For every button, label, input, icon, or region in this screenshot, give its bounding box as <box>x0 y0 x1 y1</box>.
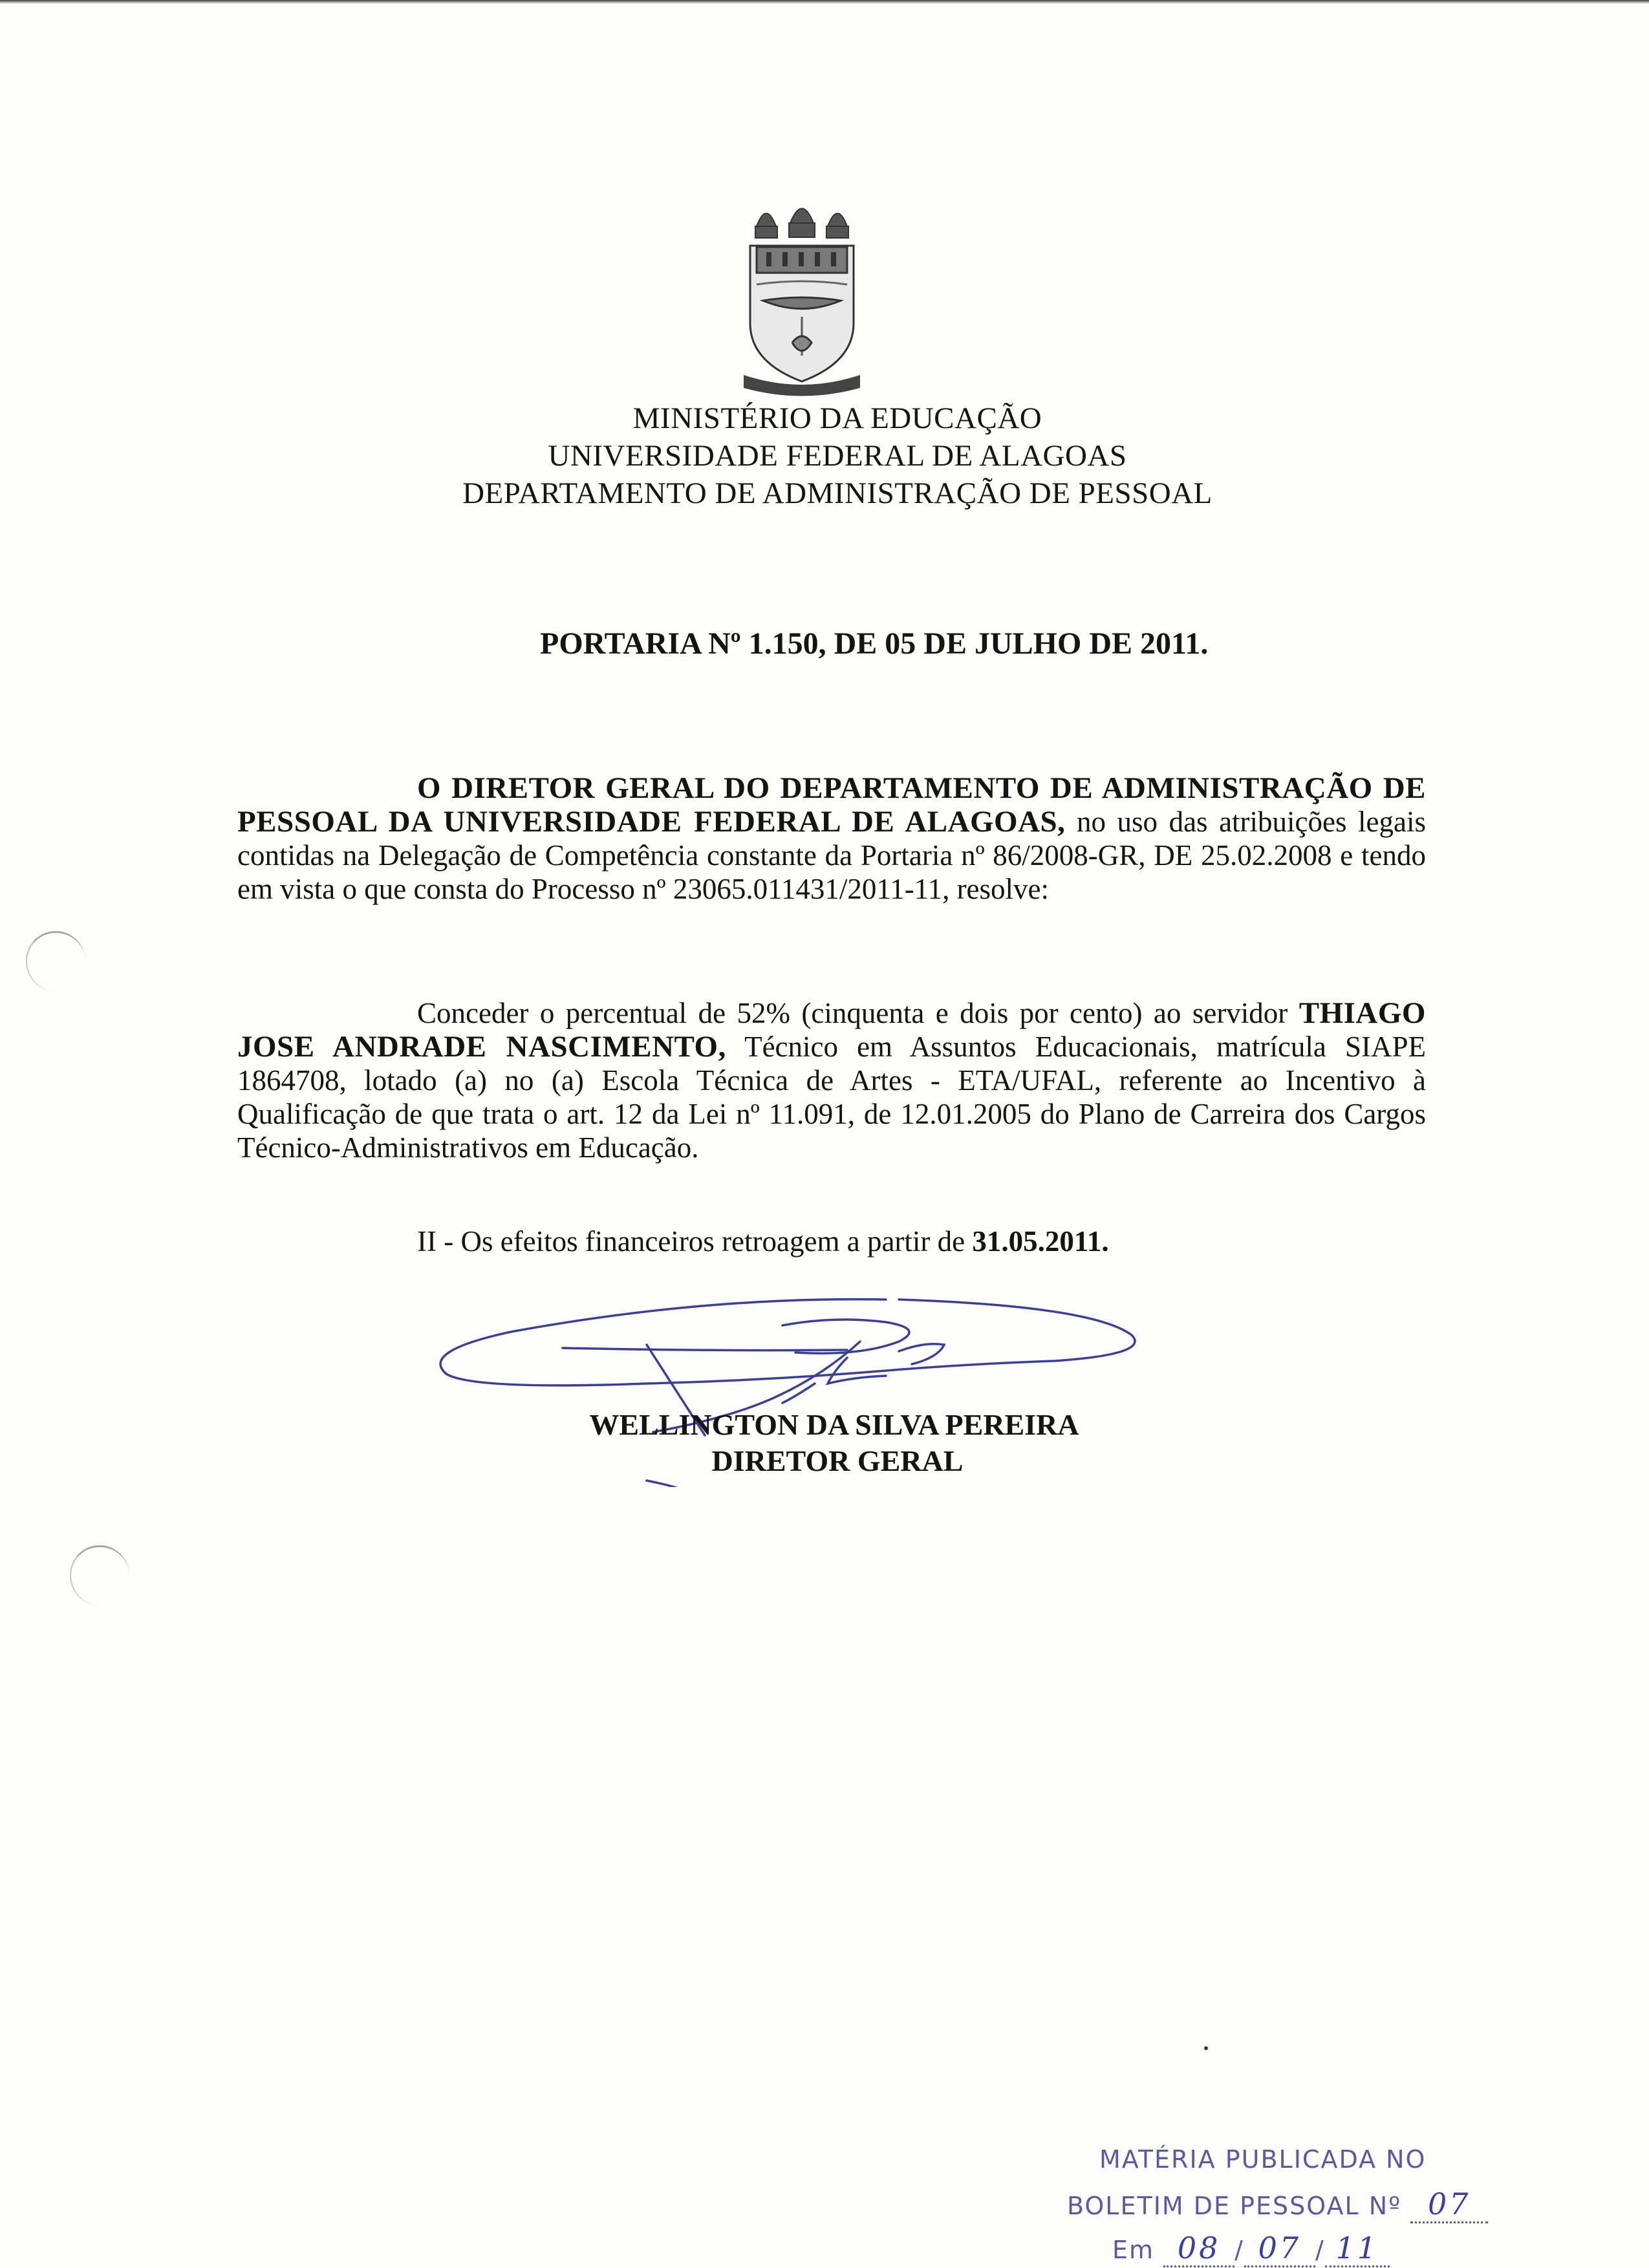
document-header <box>0 400 1649 512</box>
stamp-date-label: Em <box>1112 2236 1155 2264</box>
stamp-heading: MATÉRIA PUBLICADA NO <box>1099 2145 1427 2174</box>
stamp-date-line: Em 08 / 07 / 11 <box>1112 2231 1390 2267</box>
document-title: PORTARIA Nº 1.150, DE 05 DE JULHO DE 2011. <box>540 626 1209 661</box>
stamp-bulletin-line <box>1067 2187 1488 2223</box>
university-name: UNIVERSIDADE FEDERAL DE ALAGOAS <box>548 439 1127 473</box>
paragraph-decision <box>237 996 1426 1164</box>
financial-effects-line <box>417 1225 1109 1258</box>
effects-date: 31.05.2011. <box>972 1225 1109 1257</box>
punch-hole-mark <box>70 1545 129 1605</box>
stamp-bulletin-number: 07 <box>1410 2187 1488 2223</box>
publication-stamp <box>1061 2134 1526 2268</box>
stamp-bulletin-label: BOLETIM DE PESSOAL Nº <box>1067 2192 1402 2220</box>
scan-speck <box>1204 2046 1208 2050</box>
stamp-date-month: 07 <box>1244 2231 1315 2267</box>
paragraph-preamble <box>237 771 1426 906</box>
servant-name: THIAGO JOSE ANDRADE NASCIMENTO, <box>237 996 1426 1064</box>
preamble-text: no uso das atribuições legais contidas na Delegação de Competência constante da Portaria nº 86/2008-GR, DE 25.02.2008 e tendo em vista o que consta do Processo nº 23065.011431/2011-11, resolve: <box>237 806 1427 905</box>
signer-name: WELLINGTON DA SILVA PEREIRA <box>589 1408 1079 1441</box>
ministry-name: MINISTÉRIO DA EDUCAÇÃO <box>632 401 1042 435</box>
stamp-date-year: 11 <box>1325 2231 1390 2267</box>
signer-block <box>0 1407 1649 1479</box>
effects-text: II - Os efeitos financeiros retroagem a partir de <box>417 1225 965 1257</box>
department-name: DEPARTAMENTO DE ADMINISTRAÇÃO DE PESSOAL <box>462 476 1212 510</box>
decision-lead: Conceder o percentual de 52% (cinquenta e dois por cento) ao servidor <box>417 997 1288 1029</box>
decision-text: Técnico em Assuntos Educacionais, matrícula SIAPE 1864708, lotado (a) no (a) Escola Técnica de Artes - ETA/UFAL, referente ao Incentivo à Qualificação de que trata o art. 12 da Lei nº 11.091, de 12.01.2005 do Plano de Carreira dos Cargos Técnico-Administrativos em Educação. <box>237 1031 1426 1164</box>
signer-role: DIRETOR GERAL <box>711 1444 964 1477</box>
stamp-date-day: 08 <box>1163 2231 1234 2267</box>
preamble-bold-intro: O DIRETOR GERAL DO DEPARTAMENTO DE ADMINISTRAÇÃO DE PESSOAL DA UNIVERSIDADE FEDERAL DE ALAGOAS, <box>237 771 1426 839</box>
scan-top-edge <box>0 0 1649 4</box>
punch-hole-mark <box>26 931 85 991</box>
university-crest-icon <box>737 187 867 401</box>
